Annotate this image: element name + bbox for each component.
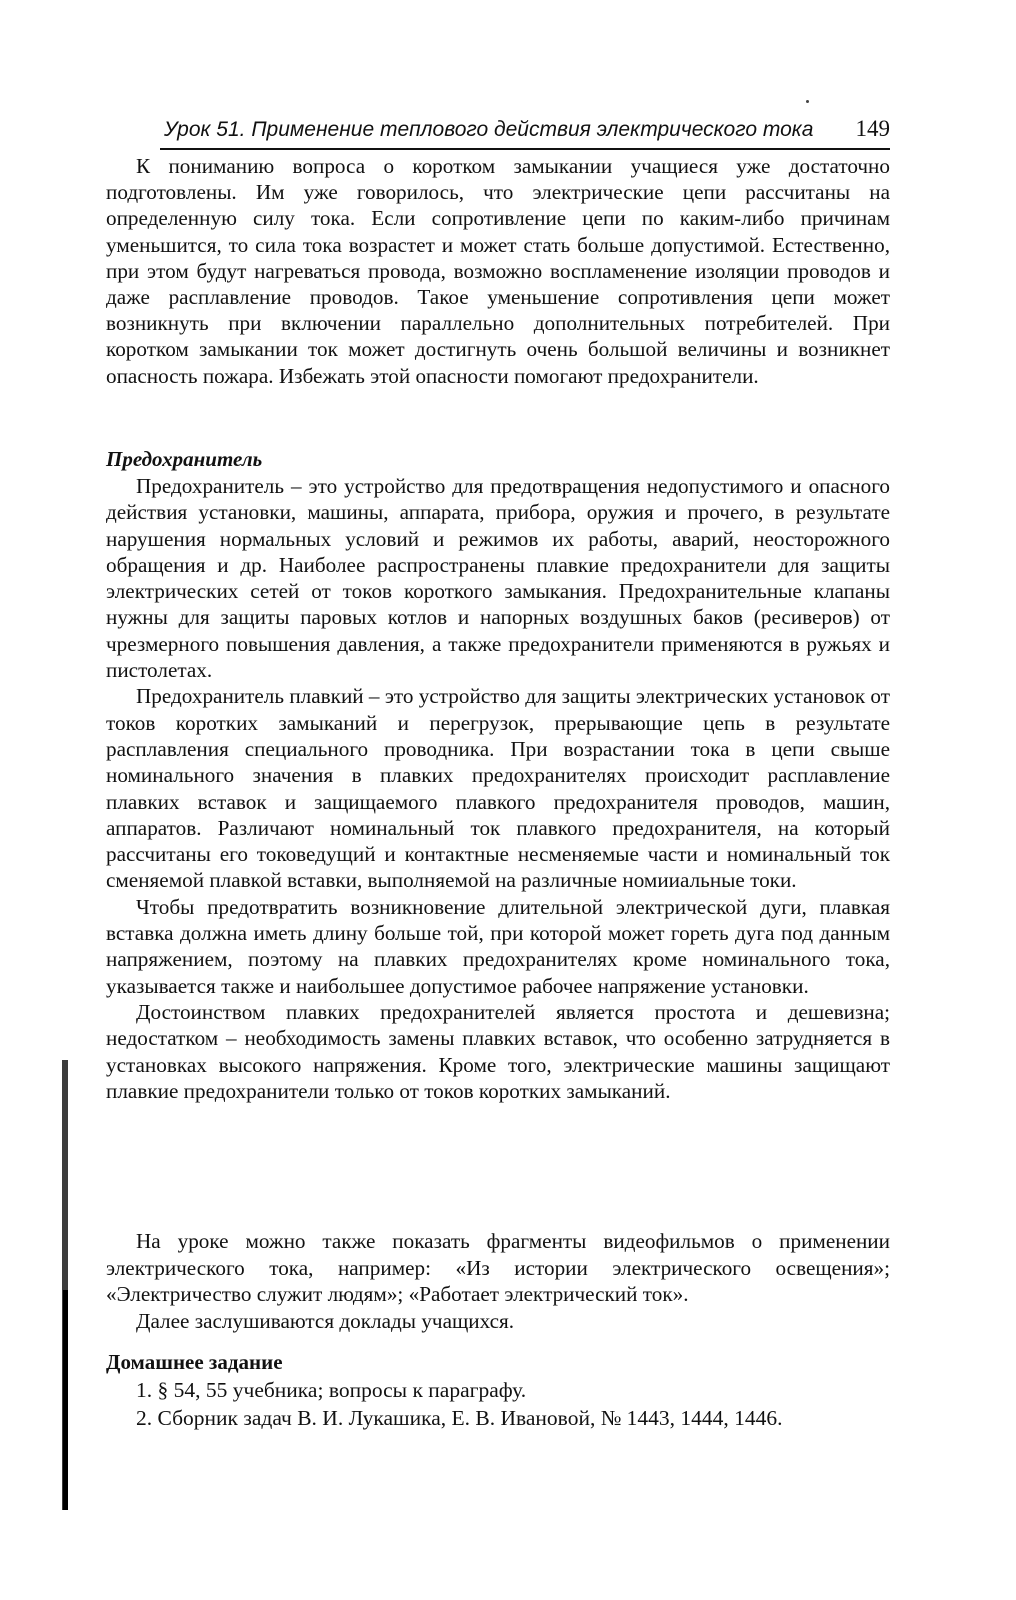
- fuse-section: [106, 473, 890, 1104]
- paragraph: Чтобы предотвратить возникновение длительной электрической дуги, плавкая вставка должна иметь длину больше той, при которой может гореть дуга под данным напряжением, поэтому на плавких предохранителях кроме номинального тока, указывается также и наибольшее допустимое рабочее напряжение установки.: [106, 894, 890, 998]
- scan-speck: [806, 100, 809, 103]
- section-heading: Предохранитель: [106, 447, 263, 471]
- intro-paragraph: К пониманию вопроса о коротком замыкании учащиеся уже достаточно подготовлены. Им уже говорилось, что электрические цепи рассчитаны на определенную силу тока. Если сопротивление цепи по каким-либо причинам уменьшится, то сила тока возрастет и может стать больше допустимой. Естественно, при этом будут нагреваться провода, возможно воспламенение изоляции проводов и даже расплавление проводов. Такое уменьшение сопротивления цепи может возникнуть при включении параллельно дополнительных потребителей. При коротком замыкании ток может достигнуть очень большой величины и возникнет опасность пожара. Избежать этой опасности помогают предохранители.: [106, 154, 890, 388]
- scan-edge-shadow-dark: [63, 1290, 68, 1510]
- paragraph: Предохранитель – это устройство для предотвращения недопустимого и опасного действия установки, машины, аппарата, прибора, оружия и прочего, в результате нарушения нормальных условий и режимов их работы, аварий, неосторожного обращения и др. Наиболее распространены плавкие предохранители для защиты электрических сетей от токов короткого замыкания. Предохранительные клапаны нужны для защиты паровых котлов и напорных воздушных баков (ресиверов) от чрезмерного повышения давления, а также предохранители применяются в ружьях и пистолетах.: [106, 474, 890, 683]
- paragraph: Предохранитель плавкий – это устройство для защиты электрических установок от токов коротких замыканий и перегрузок, прерывающие цепь в результате расплавления специального проводника. При возрастании тока в цепи свыше номинального значения в плавких предохранителях происходит расплавление плавких вставок и защищаемого плавкого предохранителя проводов, машин, аппаратов. Различают номинальный ток плавкого предохранителя, на который рассчитаны его токоведущий и контактные несменяемые части и номинальный ток сменяемой плавкой вставки, выполняемой на различные номииальные токи.: [106, 684, 890, 893]
- intro-text: [106, 153, 890, 389]
- homework-heading: Домашнее задание: [106, 1350, 283, 1374]
- page-number: 149: [855, 116, 890, 141]
- paragraph: Достоинством плавких предохранителей является простота и дешевизна; недостатком – необходимость замены плавких вставок, что особенно затрудняется в установках высокого напряжения. Кроме того, электрические машины защищают плавкие предохранители только от токов коротких замыканий.: [106, 999, 890, 1103]
- list-item: 2. Сборник задач В. И. Лукашика, Е. В. Ивановой, № 1443, 1444, 1446.: [136, 1406, 783, 1430]
- homework-list: [136, 1376, 896, 1432]
- paragraph: Далее заслушиваются доклады учащихся.: [136, 1308, 515, 1333]
- closing-section: [106, 1228, 890, 1334]
- header-title: Урок 51. Применение теплового действия электрического тока: [164, 118, 814, 141]
- running-header: [160, 116, 890, 150]
- list-item: 1. § 54, 55 учебника; вопросы к параграфу.: [136, 1378, 527, 1402]
- paragraph: На уроке можно также показать фрагменты видеофильмов о применении электрического тока, например: «Из истории электрического освещения»; «Электричество служит людям»; «Работает электрический ток».: [106, 1229, 890, 1307]
